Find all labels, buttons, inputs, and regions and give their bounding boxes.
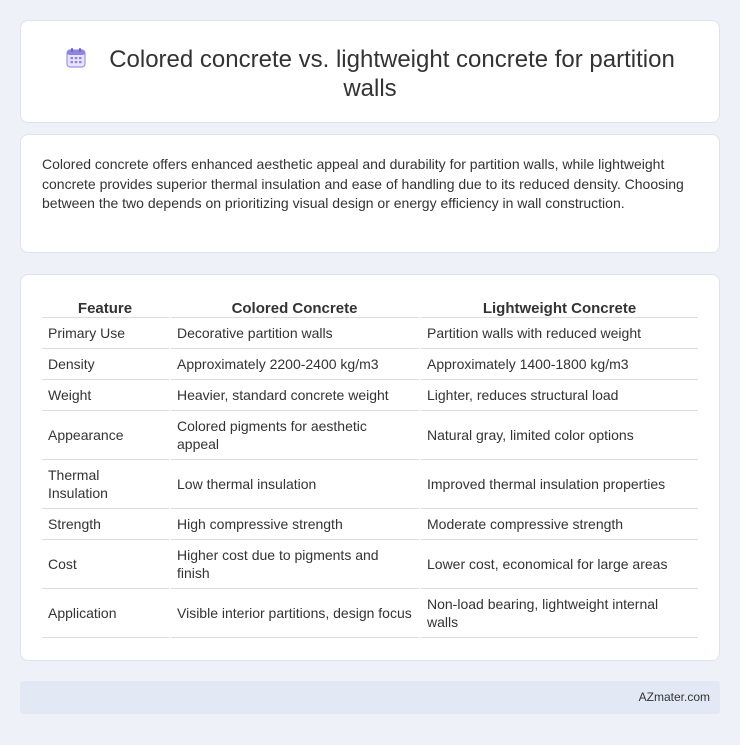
page-title: Colored concrete vs. lightweight concrete for partition walls (109, 46, 675, 102)
feature-cell: Thermal Insulation (42, 460, 171, 509)
colored-cell: Higher cost due to pigments and finish (171, 540, 421, 589)
table-header-row (42, 296, 698, 318)
feature-cell: Density (42, 349, 171, 380)
comparison-card (20, 274, 720, 661)
calendar-icon (65, 47, 87, 69)
table-row (42, 318, 698, 349)
header-colored-concrete: Colored Concrete (171, 296, 421, 318)
table-row (42, 509, 698, 540)
feature-cell: Appearance (42, 411, 171, 460)
colored-cell: Low thermal insulation (171, 460, 421, 509)
lightweight-cell: Partition walls with reduced weight (421, 318, 698, 349)
feature-cell: Application (42, 589, 171, 638)
feature-cell: Strength (42, 509, 171, 540)
summary-card (20, 134, 720, 253)
colored-cell: Approximately 2200-2400 kg/m3 (171, 349, 421, 380)
title-card (20, 20, 720, 123)
lightweight-cell: Natural gray, limited color options (421, 411, 698, 460)
colored-cell: Decorative partition walls (171, 318, 421, 349)
header-feature: Feature (42, 296, 171, 318)
lightweight-cell: Improved thermal insulation properties (421, 460, 698, 509)
comparison-table (42, 296, 698, 638)
table-row (42, 540, 698, 589)
feature-cell: Primary Use (42, 318, 171, 349)
table-row (42, 349, 698, 380)
colored-cell: Colored pigments for aesthetic appeal (171, 411, 421, 460)
lightweight-cell: Non-load bearing, lightweight internal walls (421, 589, 698, 638)
colored-cell: Heavier, standard concrete weight (171, 380, 421, 411)
header-lightweight-concrete: Lightweight Concrete (421, 296, 698, 318)
lightweight-cell: Moderate compressive strength (421, 509, 698, 540)
page-title-wrap (21, 45, 719, 103)
summary-text: Colored concrete offers enhanced aesthetic appeal and durability for partition walls, while lightweight concrete provides superior thermal insulation and ease of handling due to its reduced density. Choosing between the two depends on prioritizing visual design or energy efficiency in wall construction. (42, 156, 684, 211)
footer-brand[interactable]: AZmater.com (638, 690, 710, 704)
feature-cell: Cost (42, 540, 171, 589)
colored-cell: Visible interior partitions, design focus (171, 589, 421, 638)
footer-bar (20, 681, 720, 714)
lightweight-cell: Lighter, reduces structural load (421, 380, 698, 411)
lightweight-cell: Lower cost, economical for large areas (421, 540, 698, 589)
table-row (42, 589, 698, 638)
feature-cell: Weight (42, 380, 171, 411)
table-row (42, 411, 698, 460)
table-row (42, 380, 698, 411)
table-row (42, 460, 698, 509)
lightweight-cell: Approximately 1400-1800 kg/m3 (421, 349, 698, 380)
colored-cell: High compressive strength (171, 509, 421, 540)
